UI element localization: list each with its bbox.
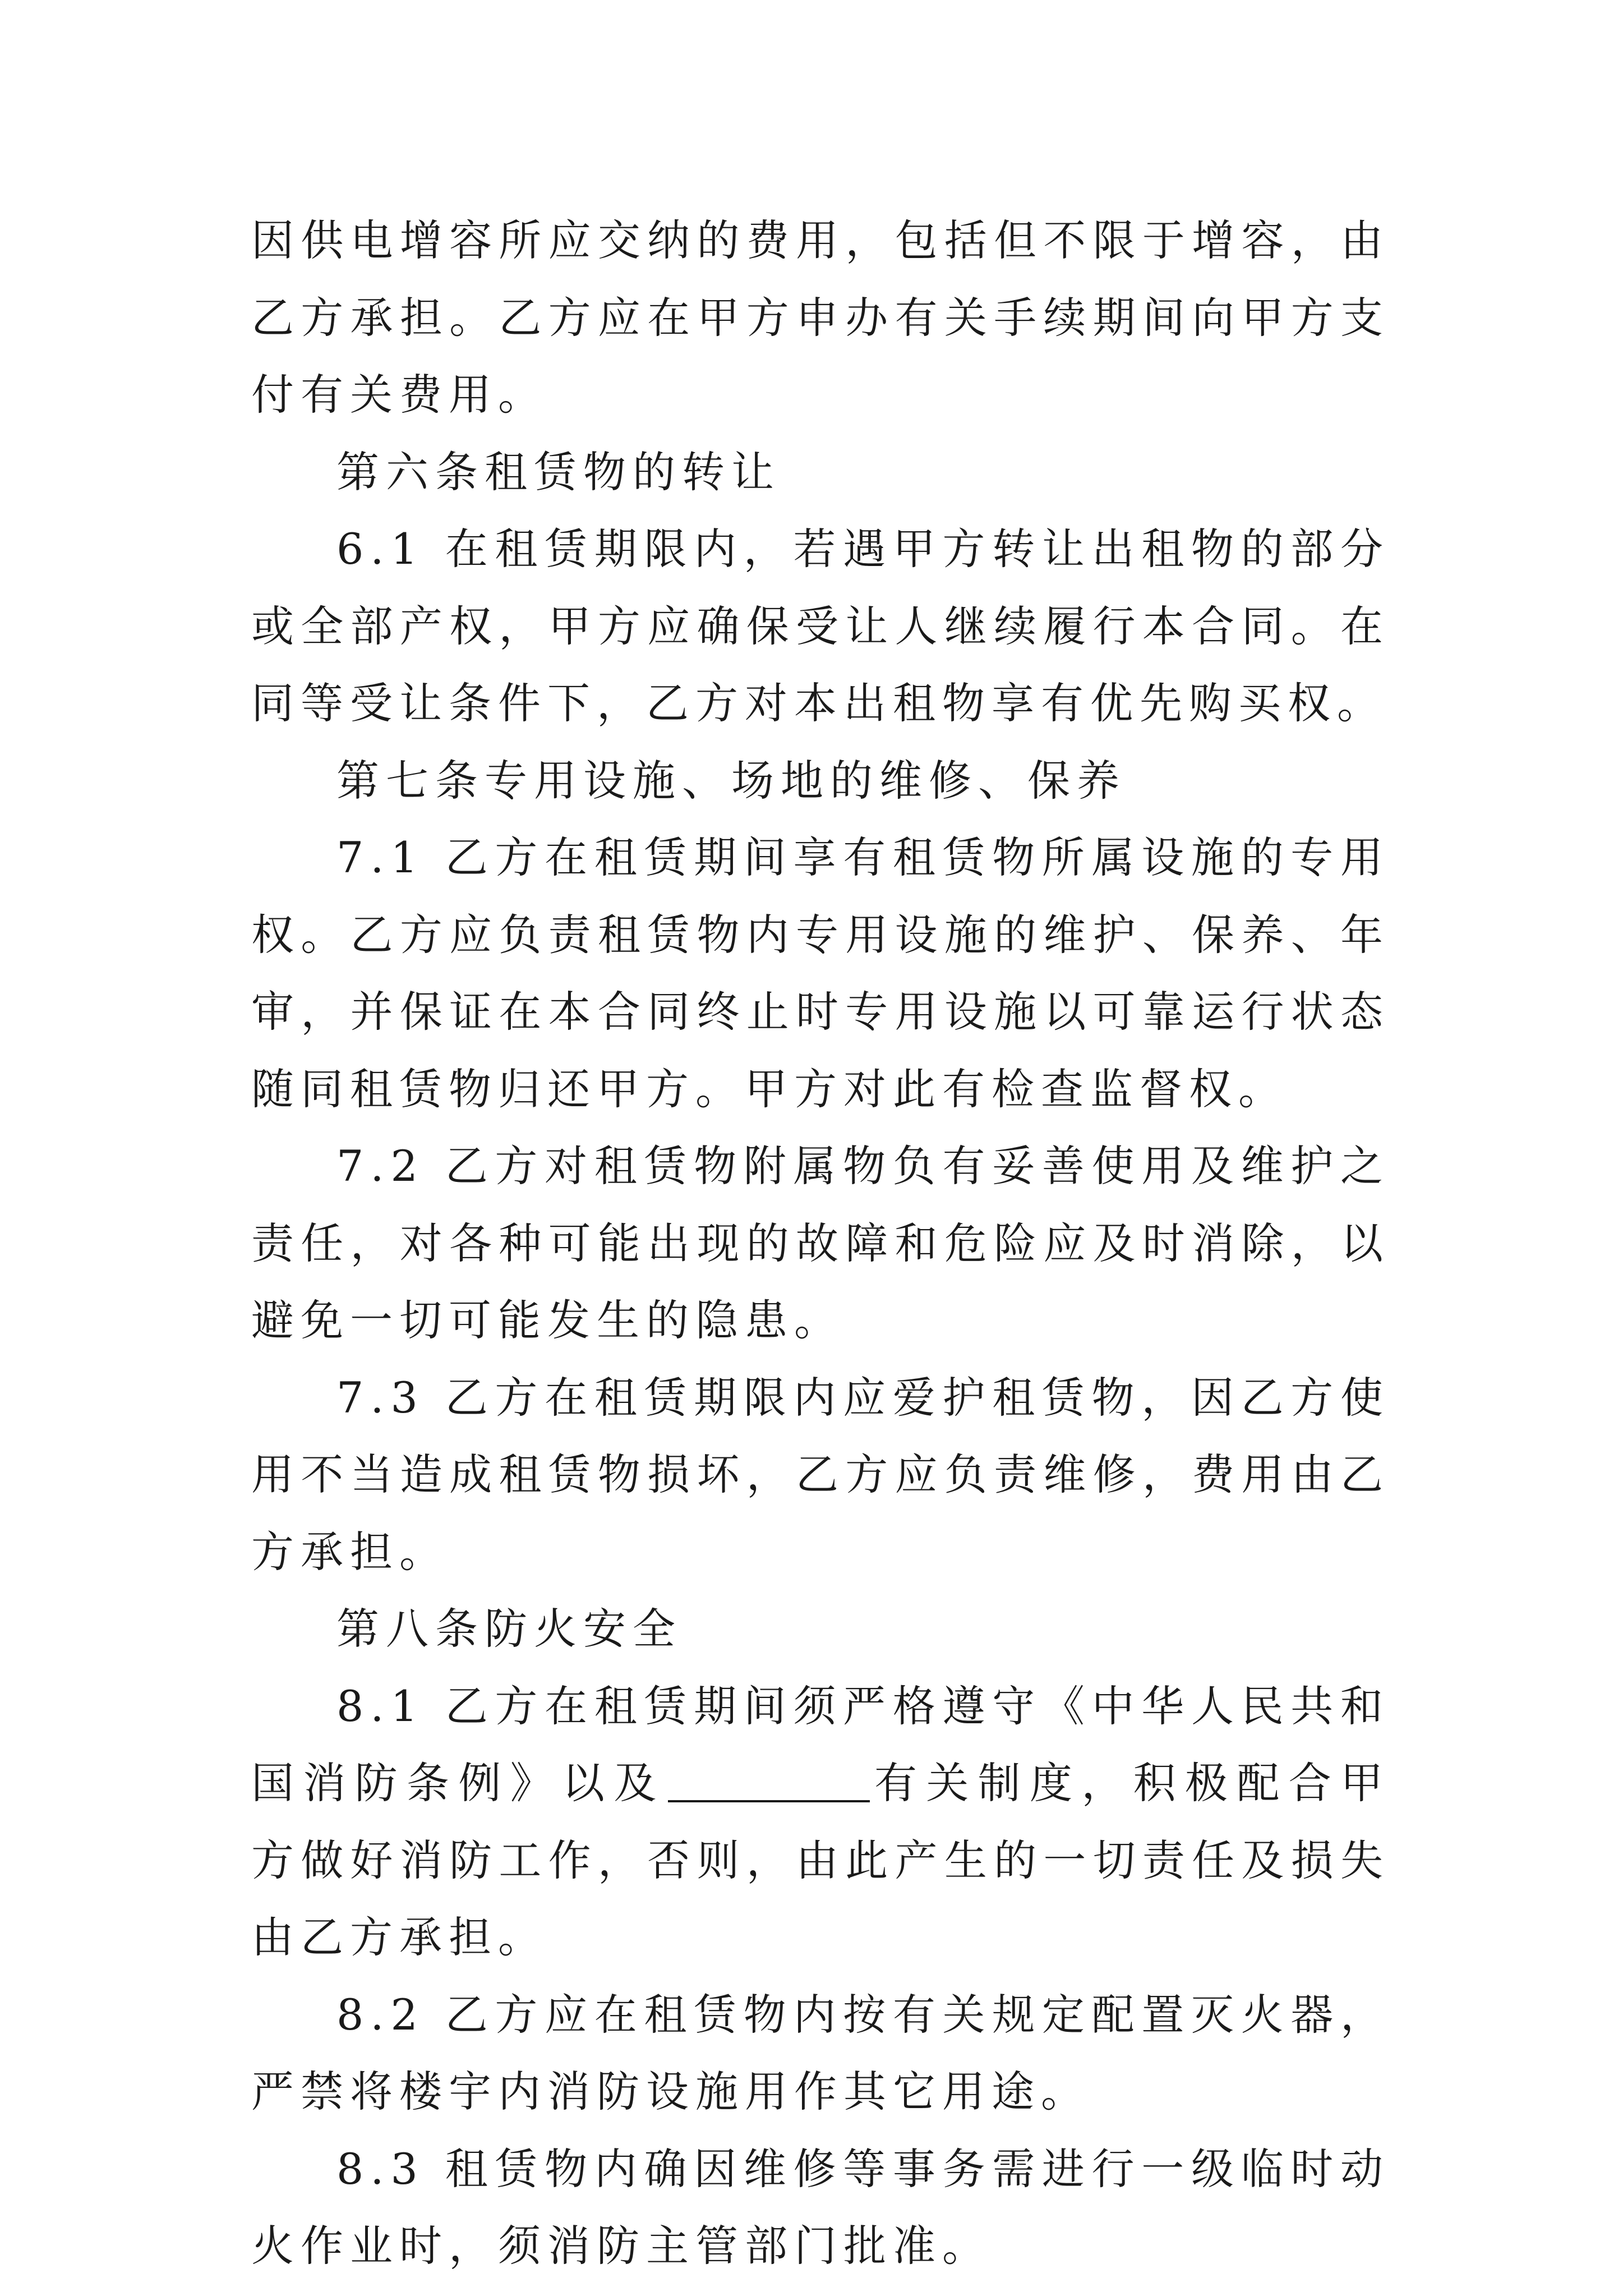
document-body <box>251 202 1390 2285</box>
fill-in-blank <box>668 1757 870 1802</box>
clause-8-1-text-before-blank: 8.1 乙方在租赁期间须严格遵守《中华人民共和国消防条例》以及 <box>251 1681 1390 1808</box>
article-6-heading: 第六条租赁物的转让 <box>336 447 781 497</box>
article-7-heading: 第七条专用设施、场地的维修、保养 <box>336 755 1126 806</box>
clause-8-1-text-after-blank: 有关制度，积极配合甲方做好消防工作，否则，由此产生的一切责任及损失由乙方承担。 <box>251 1758 1390 1962</box>
clause-6-1: 6.1 在租赁期限内，若遇甲方转让出租物的部分或全部产权，甲方应确保受让人继续履行本合同。在同等受让条件下，乙方对本出租物享有优先购买权。 <box>251 524 1390 728</box>
clause-7-3: 7.3 乙方在租赁期限内应爱护租赁物，因乙方使用不当造成租赁物损坏，乙方应负责维修，费用由乙方承担。 <box>251 1372 1390 1577</box>
clause-7-2: 7.2 乙方对租赁物附属物负有妥善使用及维护之责任，对各种可能出现的故障和危险应及时消除，以避免一切可能发生的隐患。 <box>251 1141 1390 1345</box>
clause-8-1 <box>251 1668 1390 1976</box>
article-8-heading: 第八条防火安全 <box>336 1604 682 1654</box>
paragraph-continuation: 因供电增容所应交纳的费用，包括但不限于增容，由乙方承担。乙方应在甲方申办有关手续期间向甲方支付有关费用。 <box>251 215 1390 420</box>
clause-8-3: 8.3 租赁物内确因维修等事务需进行一级临时动火作业时，须消防主管部门批准。 <box>251 2143 1390 2271</box>
clause-7-1: 7.1 乙方在租赁期间享有租赁物所属设施的专用权。乙方应负责租赁物内专用设施的维护、保养、年审，并保证在本合同终止时专用设施以可靠运行状态随同租赁物归还甲方。甲方对此有检查监督权。 <box>251 832 1390 1114</box>
clause-8-2: 8.2 乙方应在租赁物内按有关规定配置灭火器，严禁将楼宇内消防设施用作其它用途。 <box>251 1989 1390 2116</box>
